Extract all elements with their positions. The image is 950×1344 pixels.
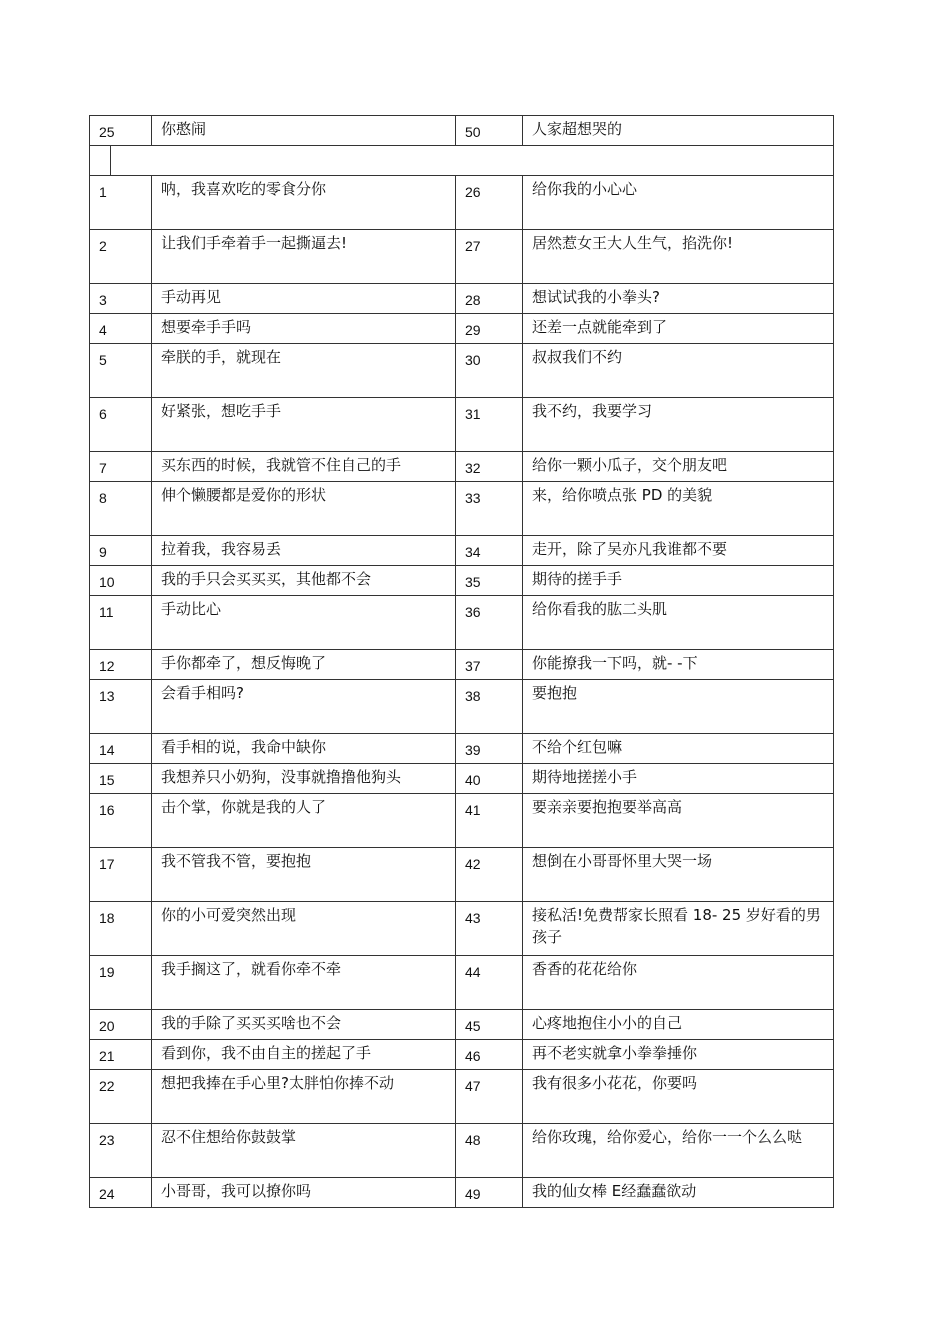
row-number-left: 12 <box>90 650 152 680</box>
row-number-left: 5 <box>90 344 152 398</box>
phrase-left: 手动再见 <box>152 284 456 314</box>
row-number-right: 38 <box>456 680 523 734</box>
spacer-cell <box>90 146 834 176</box>
row-number-right: 26 <box>456 176 523 230</box>
row-number-left: 6 <box>90 398 152 452</box>
table-row <box>90 314 834 344</box>
row-number-right: 33 <box>456 482 523 536</box>
phrase-right: 来，给你喷点张 PD 的美貌 <box>523 482 834 536</box>
phrase-left: 让我们手牵着手一起撕逼去! <box>152 230 456 284</box>
phrase-left: 会看手相吗? <box>152 680 456 734</box>
table-row <box>90 956 834 1010</box>
row-number-right: 48 <box>456 1124 523 1178</box>
phrase-left: 手你都牵了，想反悔晚了 <box>152 650 456 680</box>
row-number-left: 18 <box>90 902 152 956</box>
row-number-right: 49 <box>456 1178 523 1208</box>
phrase-right: 还差一点就能牵到了 <box>523 314 834 344</box>
row-number-left: 7 <box>90 452 152 482</box>
table-row <box>90 1070 834 1124</box>
row-number-left: 2 <box>90 230 152 284</box>
row-number-right: 29 <box>456 314 523 344</box>
phrase-right: 给你我的小心心 <box>523 176 834 230</box>
phrase-right: 我有很多小花花，你要吗 <box>523 1070 834 1124</box>
phrase-left: 拉着我，我容易丢 <box>152 536 456 566</box>
table-row <box>90 680 834 734</box>
table-row <box>90 482 834 536</box>
phrase-right: 想试试我的小拳头? <box>523 284 834 314</box>
row-number-left: 10 <box>90 566 152 596</box>
phrase-left: 我手搁这了，就看你牵不牵 <box>152 956 456 1010</box>
row-number-right: 45 <box>456 1010 523 1040</box>
row-number-right: 44 <box>456 956 523 1010</box>
row-number-right: 31 <box>456 398 523 452</box>
phrase-left: 牵朕的手，就现在 <box>152 344 456 398</box>
row-number-right: 35 <box>456 566 523 596</box>
phrase-left: 好紧张，想吃手手 <box>152 398 456 452</box>
phrase-left: 想把我捧在手心里?太胖怕你捧不动 <box>152 1070 456 1124</box>
row-number-right: 28 <box>456 284 523 314</box>
phrase-left: 伸个懒腰都是爱你的形状 <box>152 482 456 536</box>
table-row <box>90 284 834 314</box>
phrase-left: 我的手除了买买买啥也不会 <box>152 1010 456 1040</box>
row-number-left: 22 <box>90 1070 152 1124</box>
table-row <box>90 452 834 482</box>
table-row <box>90 734 834 764</box>
phrase-right: 你能撩我一下吗，就- -下 <box>523 650 834 680</box>
row-number-left: 23 <box>90 1124 152 1178</box>
row-number-right: 32 <box>456 452 523 482</box>
phrase-left: 手动比心 <box>152 596 456 650</box>
table-row <box>90 902 834 956</box>
phrase-right: 要抱抱 <box>523 680 834 734</box>
row-number-left: 16 <box>90 794 152 848</box>
phrase-right: 居然惹女王大人生气，掐洗你! <box>523 230 834 284</box>
phrase-right: 给你玫瑰，给你爱心，给你一一个么么哒 <box>523 1124 834 1178</box>
row-number-left: 1 <box>90 176 152 230</box>
row-number-right: 34 <box>456 536 523 566</box>
phrase-right: 接私活!免费帮家长照看 18- 25 岁好看的男孩子 <box>523 902 834 956</box>
row-number-left: 8 <box>90 482 152 536</box>
row-number-left: 17 <box>90 848 152 902</box>
row-number-left: 11 <box>90 596 152 650</box>
phrase-left: 击个掌，你就是我的人了 <box>152 794 456 848</box>
table-row <box>90 1010 834 1040</box>
phrase-left: 小哥哥，我可以撩你吗 <box>152 1178 456 1208</box>
phrase-left: 我想养只小奶狗，没事就撸撸他狗头 <box>152 764 456 794</box>
table-row <box>90 566 834 596</box>
phrase-right: 给你看我的肱二头肌 <box>523 596 834 650</box>
row-number-left: 13 <box>90 680 152 734</box>
table-row <box>90 764 834 794</box>
phrase-left: 呐，我喜欢吃的零食分你 <box>152 176 456 230</box>
table-row-header <box>90 116 834 146</box>
phrase-left: 买东西的时候，我就管不住自己的手 <box>152 452 456 482</box>
phrase-left: 想要牵手手吗 <box>152 314 456 344</box>
phrase-right: 我的仙女棒 E经蠢蠢欲动 <box>523 1178 834 1208</box>
row-number-left: 21 <box>90 1040 152 1070</box>
row-number-right: 47 <box>456 1070 523 1124</box>
phrase-right: 叔叔我们不约 <box>523 344 834 398</box>
phrase-right: 期待的搓手手 <box>523 566 834 596</box>
phrase-right: 想倒在小哥哥怀里大哭一场 <box>523 848 834 902</box>
row-number-left: 3 <box>90 284 152 314</box>
row-number-right: 43 <box>456 902 523 956</box>
table-row <box>90 230 834 284</box>
table-row <box>90 650 834 680</box>
row-number-right: 27 <box>456 230 523 284</box>
phrase-left: 看手相的说，我命中缺你 <box>152 734 456 764</box>
table-row <box>90 848 834 902</box>
phrase-left: 你憨闹 <box>152 116 456 146</box>
table-row <box>90 1124 834 1178</box>
phrase-right: 香香的花花给你 <box>523 956 834 1010</box>
table-row <box>90 344 834 398</box>
phrase-right: 心疼地抱住小小的自己 <box>523 1010 834 1040</box>
table-row <box>90 398 834 452</box>
phrase-table <box>89 115 834 1208</box>
phrase-left: 忍不住想给你鼓鼓掌 <box>152 1124 456 1178</box>
row-number-right: 42 <box>456 848 523 902</box>
phrase-left: 我的手只会买买买，其他都不会 <box>152 566 456 596</box>
phrase-right: 给你一颗小瓜子，交个朋友吧 <box>523 452 834 482</box>
row-number-left: 4 <box>90 314 152 344</box>
phrase-right: 再不老实就拿小拳拳捶你 <box>523 1040 834 1070</box>
row-number-left: 24 <box>90 1178 152 1208</box>
phrase-left: 你的小可爱突然出现 <box>152 902 456 956</box>
spacer-divider <box>110 146 111 175</box>
row-number-right: 36 <box>456 596 523 650</box>
phrase-right: 我不约，我要学习 <box>523 398 834 452</box>
row-number-left: 25 <box>90 116 152 146</box>
row-number-right: 37 <box>456 650 523 680</box>
table-row <box>90 794 834 848</box>
row-number-left: 9 <box>90 536 152 566</box>
row-number-left: 19 <box>90 956 152 1010</box>
table-row <box>90 596 834 650</box>
row-number-right: 40 <box>456 764 523 794</box>
row-number-right: 50 <box>456 116 523 146</box>
phrase-right: 期待地搓搓小手 <box>523 764 834 794</box>
table-row <box>90 1178 834 1208</box>
row-number-right: 41 <box>456 794 523 848</box>
row-number-right: 39 <box>456 734 523 764</box>
row-number-left: 14 <box>90 734 152 764</box>
phrase-right: 走开，除了吴亦凡我谁都不要 <box>523 536 834 566</box>
phrase-left: 我不管我不管，要抱抱 <box>152 848 456 902</box>
table-row <box>90 1040 834 1070</box>
phrase-right: 人家超想哭的 <box>523 116 834 146</box>
phrase-right: 要亲亲要抱抱要举高高 <box>523 794 834 848</box>
row-number-right: 46 <box>456 1040 523 1070</box>
table-row <box>90 536 834 566</box>
phrase-left: 看到你，我不由自主的搓起了手 <box>152 1040 456 1070</box>
table-spacer-row <box>90 146 834 176</box>
table-row <box>90 176 834 230</box>
row-number-right: 30 <box>456 344 523 398</box>
phrase-right: 不给个红包嘛 <box>523 734 834 764</box>
row-number-left: 15 <box>90 764 152 794</box>
row-number-left: 20 <box>90 1010 152 1040</box>
